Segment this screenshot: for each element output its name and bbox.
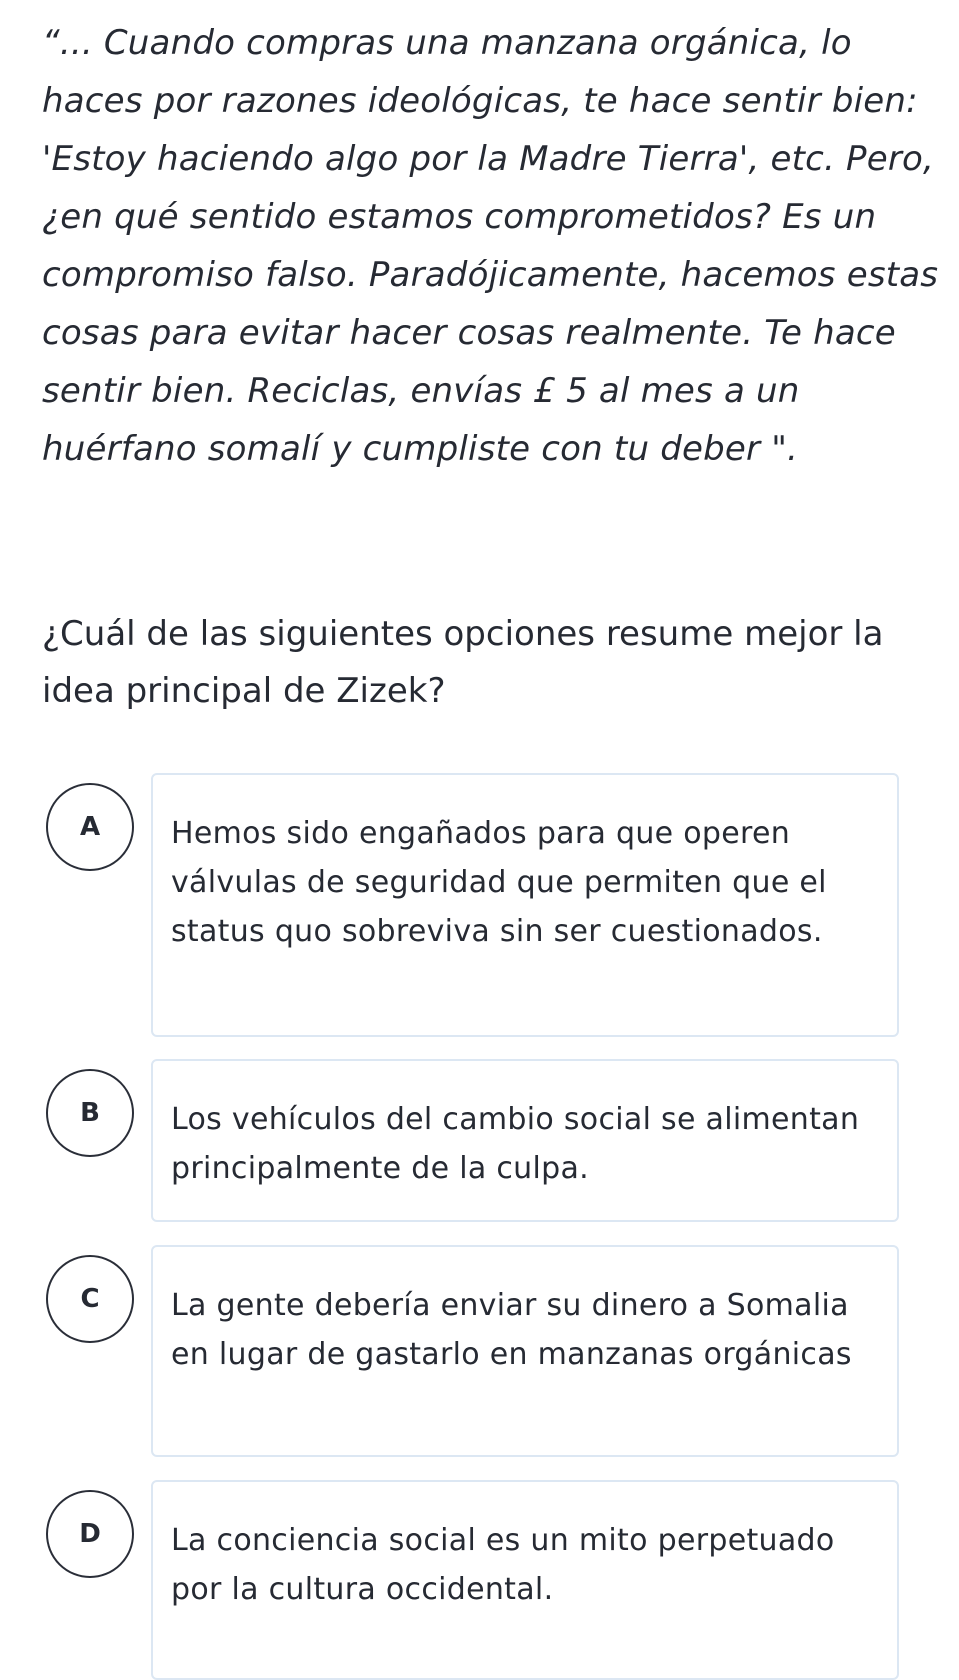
option-a-text: Hemos sido engañados para que operen válvulas de seguridad que permiten que el status quo sobreviva sin ser cuestionados. (171, 816, 827, 949)
option-c-letter-badge[interactable]: C (46, 1255, 134, 1343)
option-b-text: Los vehículos del cambio social se alimentan principalmente de la culpa. (171, 1102, 860, 1186)
question-text: ¿Cuál de las siguientes opciones resume mejor la idea principal de Zizek? (42, 614, 884, 711)
option-b-card[interactable] (151, 1059, 899, 1222)
option-d-letter-badge[interactable]: D (46, 1490, 134, 1578)
option-a-card[interactable] (151, 773, 899, 1037)
passage-quote: “... Cuando compras una manzana orgánica, lo haces por razones ideológicas, te hace sentir bien: 'Estoy haciendo algo por la Madre Tierra', etc. Pero, ¿en qué sentido estamos comprometidos? Es un compromiso falso. Paradójicamente, hacemos estas cosas para evitar hacer cosas realmente. Te hace sentir bien. Reciclas, envías £ 5 al mes a un huérfano somalí y cumpliste con tu deber ". (42, 23, 939, 469)
option-a-letter-badge[interactable]: A (46, 783, 134, 871)
option-d-card[interactable] (151, 1480, 899, 1680)
option-c-text: La gente debería enviar su dinero a Somalia en lugar de gastarlo en manzanas orgánicas (171, 1288, 852, 1372)
option-b-letter-badge[interactable]: B (46, 1069, 134, 1157)
option-c-card[interactable] (151, 1245, 899, 1457)
option-d-text: La conciencia social es un mito perpetuado por la cultura occidental. (171, 1523, 835, 1607)
